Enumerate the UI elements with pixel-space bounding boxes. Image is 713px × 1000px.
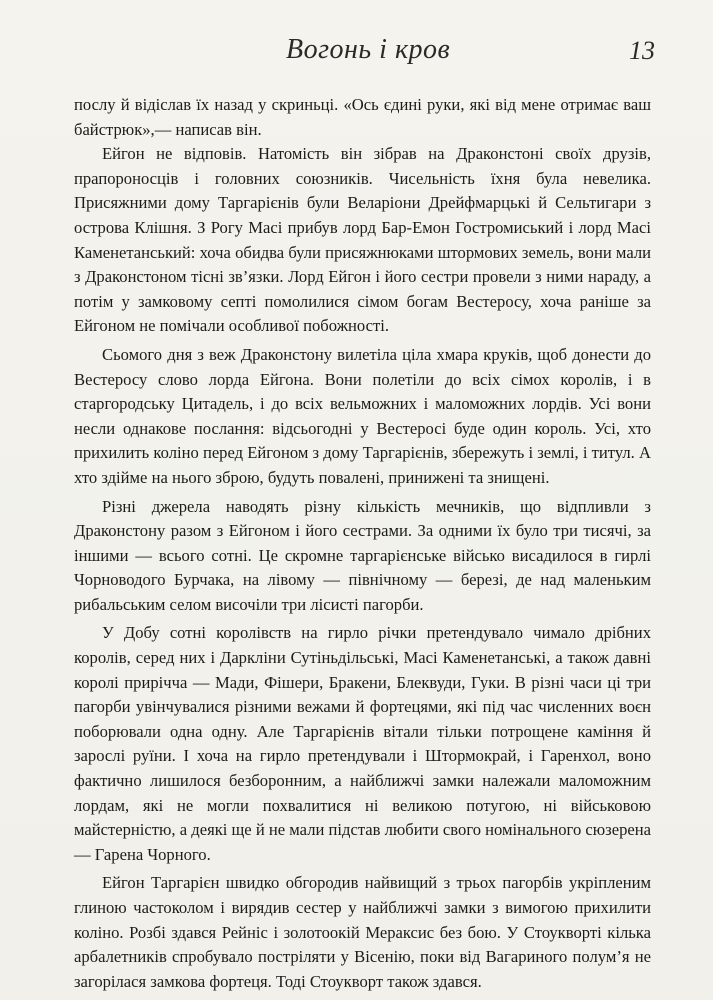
paragraph: Сьомого дня з веж Драконстону вилетіла ціла хмара круків, щоб донести до Вестеросу слово лорда Ейгона. Вони полетіли до всіх сімох королів, і в старгородську Цитадель, і до всіх вельможних і маломожних лордів. Усі вони несли однакове послання: відсьогодні у Вестеросі буде один король. Усі, хто прихилить коліно перед Ейгоном з дому Таргарієнів, збережуть і землі, і титул. А хто здійме на нього зброю, будуть повалені, принижені та знищені. [74,344,651,487]
paragraph: Ейгон не відповів. Натомість він зібрав на Драконстоні своїх друзів, прапороносців і головних союзників. Чисельність їхня була невелика. Присяжними дому Таргарієнів були Веларіони Дрейфмарцькі й Сельтигари з острова Клішня. З Рогу Масі прибув лорд Бар-Емон Гостромиський і лорд Масі Каменетанський: хоча обидва були присяжнюками штормових земель, вони мали з Драконстоном тісні зв’язки. Лорд Ейгон і його сестри провели з ними нараду, а потім у замковому септі помолилися сімом богам Вестеросу, хоча раніше за Ейгоном не помічали особливої побожності. [74,144,651,336]
paragraph-continuation: послу й відіслав їх назад у скриньці. «Ось єдині руки, які від мене отримає ваш байстрюк»,— написав він. [74,95,651,139]
page-number: 13 [629,36,655,65]
page-header [0,34,713,74]
running-title: Вогонь і кров [286,34,451,65]
paragraph: Різні джерела наводять різну кількість мечників, що відпливли з Драконстону разом з Ейгоном і його сестрами. За одними їх було три тисячі, за іншими — всього сотні. Це скромне таргарієнське військо висадилося в гирлі Чорноводого Бурчака, на лівому — північному — березі, де над маленьким рибальським селом височіли три лісисті пагорби. [74,496,651,614]
body-text [74,93,651,994]
paragraph: У Добу сотні королівств на гирло річки претендувало чимало дрібних королів, серед них і Даркліни Сутіньдільські, Масі Каменетанські, а також давні королі прирічча — Мади, Фішери, Бракени, Блеквуди, Гуки. В різні часи ці три пагорби увінчувалися різними вежами й фортецями, які під час численних воєн поборювали одна одну. Але Таргарієнів вітали тільки потрощене каміння й зарослі руїни. І хоча на гирло претендували і Штормокрай, і Гаренхол, воно фактично лишилося безборонним, а найближчі замки належали маломожним лордам, які не могли похвалитися ні великою потугою, ні військовою майстерністю, а деякі ще й не мали підстав любити свого номінального сюзерена — Гарена Чорного. [74,623,651,864]
paragraph: Ейгон Таргарієн швидко обгородив найвищий з трьох пагорбів укріпленим глиною частоколом і вирядив сестер у найближчі замки з вимогою прихилити коліно. Розбі здався Рейніс і золотоокій Мераксис без бою. У Стоукворті кілька арбалетників спробувало постріляти у Вісенію, поки від Вагариного полум’я не загорілася замкова фортеця. Тоді Стоукворт також здався. [74,873,651,991]
